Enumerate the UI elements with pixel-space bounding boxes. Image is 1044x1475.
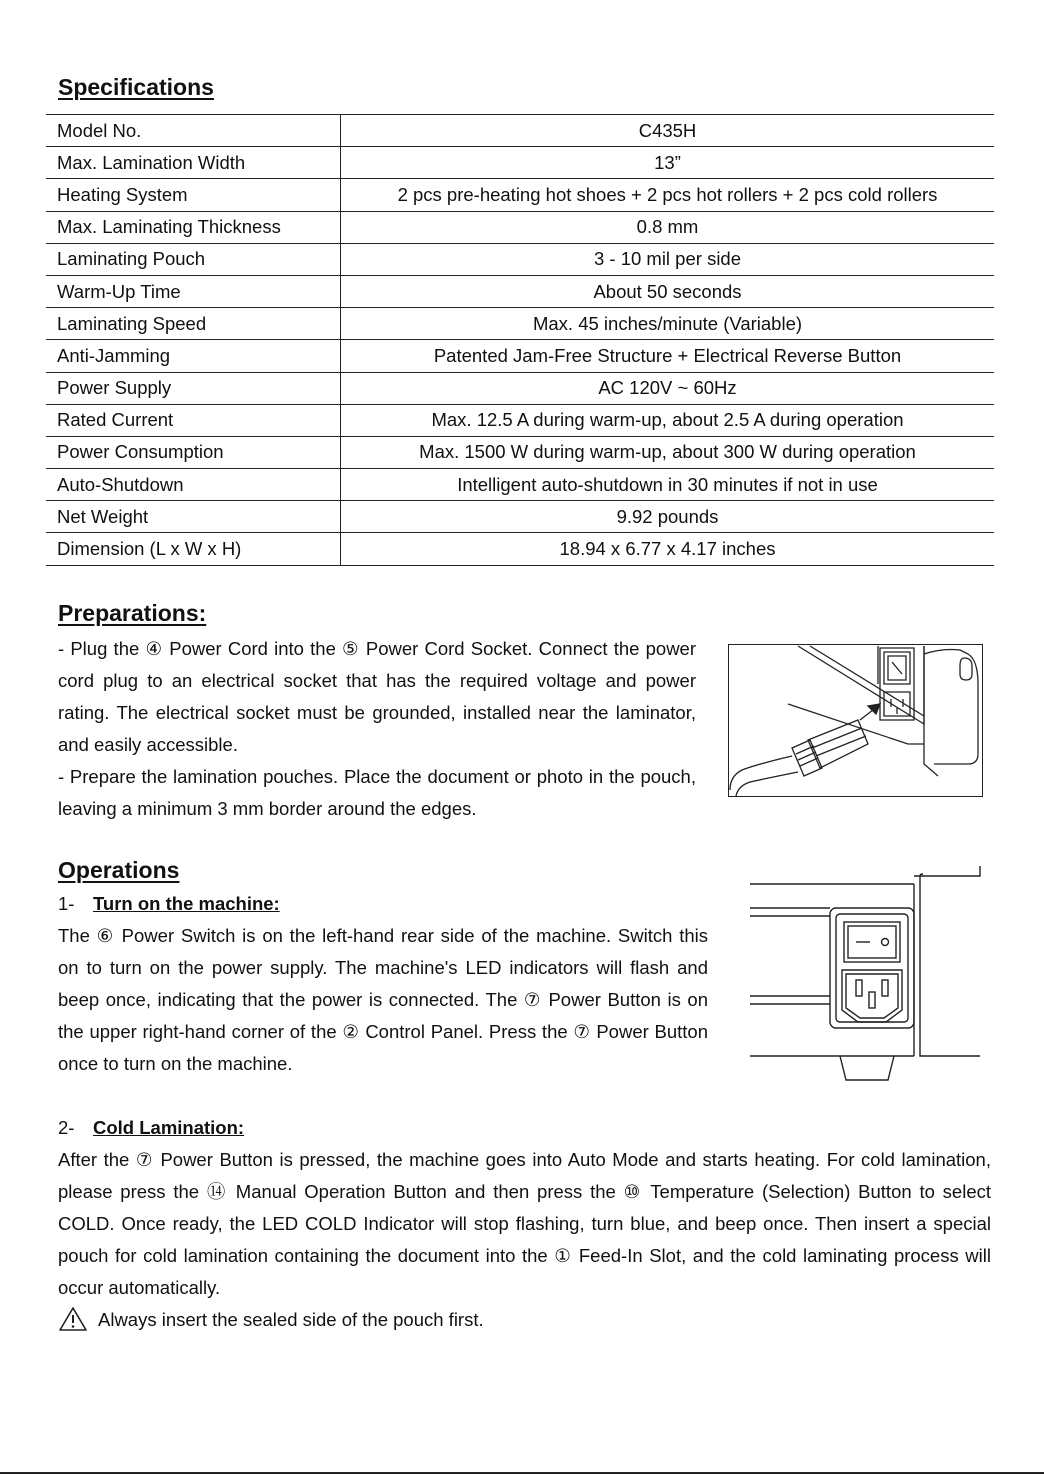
- spec-label: Auto-Shutdown: [46, 469, 341, 501]
- operations-heading: Operations: [58, 857, 180, 883]
- step-1-number: 1-: [58, 893, 75, 914]
- spec-label: Laminating Pouch: [46, 243, 341, 275]
- preparations-paragraph-2: - Prepare the lamination pouches. Place the document or photo in the pouch, leaving a minimum 3 mm border around the edges.: [58, 766, 696, 819]
- spec-label: Heating System: [46, 179, 341, 211]
- power-switch-figure: [748, 864, 984, 1082]
- spec-row: [46, 308, 994, 340]
- spec-row: [46, 147, 994, 179]
- spec-row: [46, 372, 994, 404]
- spec-row: [46, 179, 994, 211]
- spec-row: [46, 243, 994, 275]
- spec-value: 18.94 x 6.77 x 4.17 inches: [341, 533, 995, 565]
- preparations-heading: Preparations:: [58, 600, 207, 626]
- spec-value: C435H: [341, 115, 995, 147]
- spec-row: [46, 211, 994, 243]
- step-2-text: After the ⑦ Power Button is pressed, the machine goes into Auto Mode and starts heating. For cold lamination, please press the ⑭ Manual Operation Button and then press the ⑩ Temperature (Selection) Button to select COLD. Once ready, the LED COLD Indicator will stop flashing, turn blue, and beep once. Then insert a special pouch for cold lamination containing the document into the ① Feed-In Slot, and the cold laminating process will occur automatically.: [58, 1149, 991, 1298]
- spec-value: Max. 45 inches/minute (Variable): [341, 308, 995, 340]
- specifications-heading: Specifications: [58, 74, 214, 100]
- step-2-number: 2-: [58, 1117, 75, 1138]
- spec-value: 3 - 10 mil per side: [341, 243, 995, 275]
- step-1-title: Turn on the machine:: [93, 893, 280, 914]
- spec-label: Anti-Jamming: [46, 340, 341, 372]
- spec-row: [46, 275, 994, 307]
- spec-label: Model No.: [46, 115, 341, 147]
- spec-row: [46, 469, 994, 501]
- spec-label: Rated Current: [46, 404, 341, 436]
- spec-label: Dimension (L x W x H): [46, 533, 341, 565]
- spec-row: [46, 533, 994, 565]
- spec-row: [46, 501, 994, 533]
- spec-value: Patented Jam-Free Structure + Electrical Reverse Button: [341, 340, 995, 372]
- spec-label: Power Consumption: [46, 436, 341, 468]
- spec-value: 0.8 mm: [341, 211, 995, 243]
- step-1-heading: [58, 888, 280, 920]
- spec-label: Max. Laminating Thickness: [46, 211, 341, 243]
- spec-row: [46, 404, 994, 436]
- warning-note: [58, 1304, 484, 1336]
- spec-label: Power Supply: [46, 372, 341, 404]
- preparations-paragraph-1: - Plug the ④ Power Cord into the ⑤ Power Cord Socket. Connect the power cord plug to an electrical socket that has the required voltage and power rating. The electrical socket must be grounded, installed near the laminator, and easily accessible.: [58, 638, 696, 755]
- specifications-table: [46, 114, 994, 566]
- spec-label: Warm-Up Time: [46, 275, 341, 307]
- spec-value: About 50 seconds: [341, 275, 995, 307]
- spec-label: Net Weight: [46, 501, 341, 533]
- spec-value: 13”: [341, 147, 995, 179]
- step-1-text: The ⑥ Power Switch is on the left-hand rear side of the machine. Switch this on to turn on the power supply. The machine's LED indicators will flash and beep once, indicating that the power is connected. The ⑦ Power Button is on the upper right-hand corner of the ② Control Panel. Press the ⑦ Power Button once to turn on the machine.: [58, 925, 708, 1074]
- spec-value: 9.92 pounds: [341, 501, 995, 533]
- step-2-title: Cold Lamination:: [93, 1117, 245, 1138]
- spec-row: [46, 340, 994, 372]
- spec-label: Laminating Speed: [46, 308, 341, 340]
- warning-icon: [58, 1306, 88, 1332]
- step-2-heading: [58, 1112, 244, 1144]
- spec-row: [46, 115, 994, 147]
- spec-value: Intelligent auto-shutdown in 30 minutes if not in use: [341, 469, 995, 501]
- warning-text: Always insert the sealed side of the pouch first.: [98, 1309, 484, 1330]
- spec-value: 2 pcs pre-heating hot shoes + 2 pcs hot rollers + 2 pcs cold rollers: [341, 179, 995, 211]
- spec-value: Max. 12.5 A during warm-up, about 2.5 A during operation: [341, 404, 995, 436]
- spec-label: Max. Lamination Width: [46, 147, 341, 179]
- spec-value: Max. 1500 W during warm-up, about 300 W during operation: [341, 436, 995, 468]
- power-cord-figure: [728, 644, 983, 797]
- spec-value: AC 120V ~ 60Hz: [341, 372, 995, 404]
- bottom-rule: [0, 1472, 1044, 1474]
- spec-row: [46, 436, 994, 468]
